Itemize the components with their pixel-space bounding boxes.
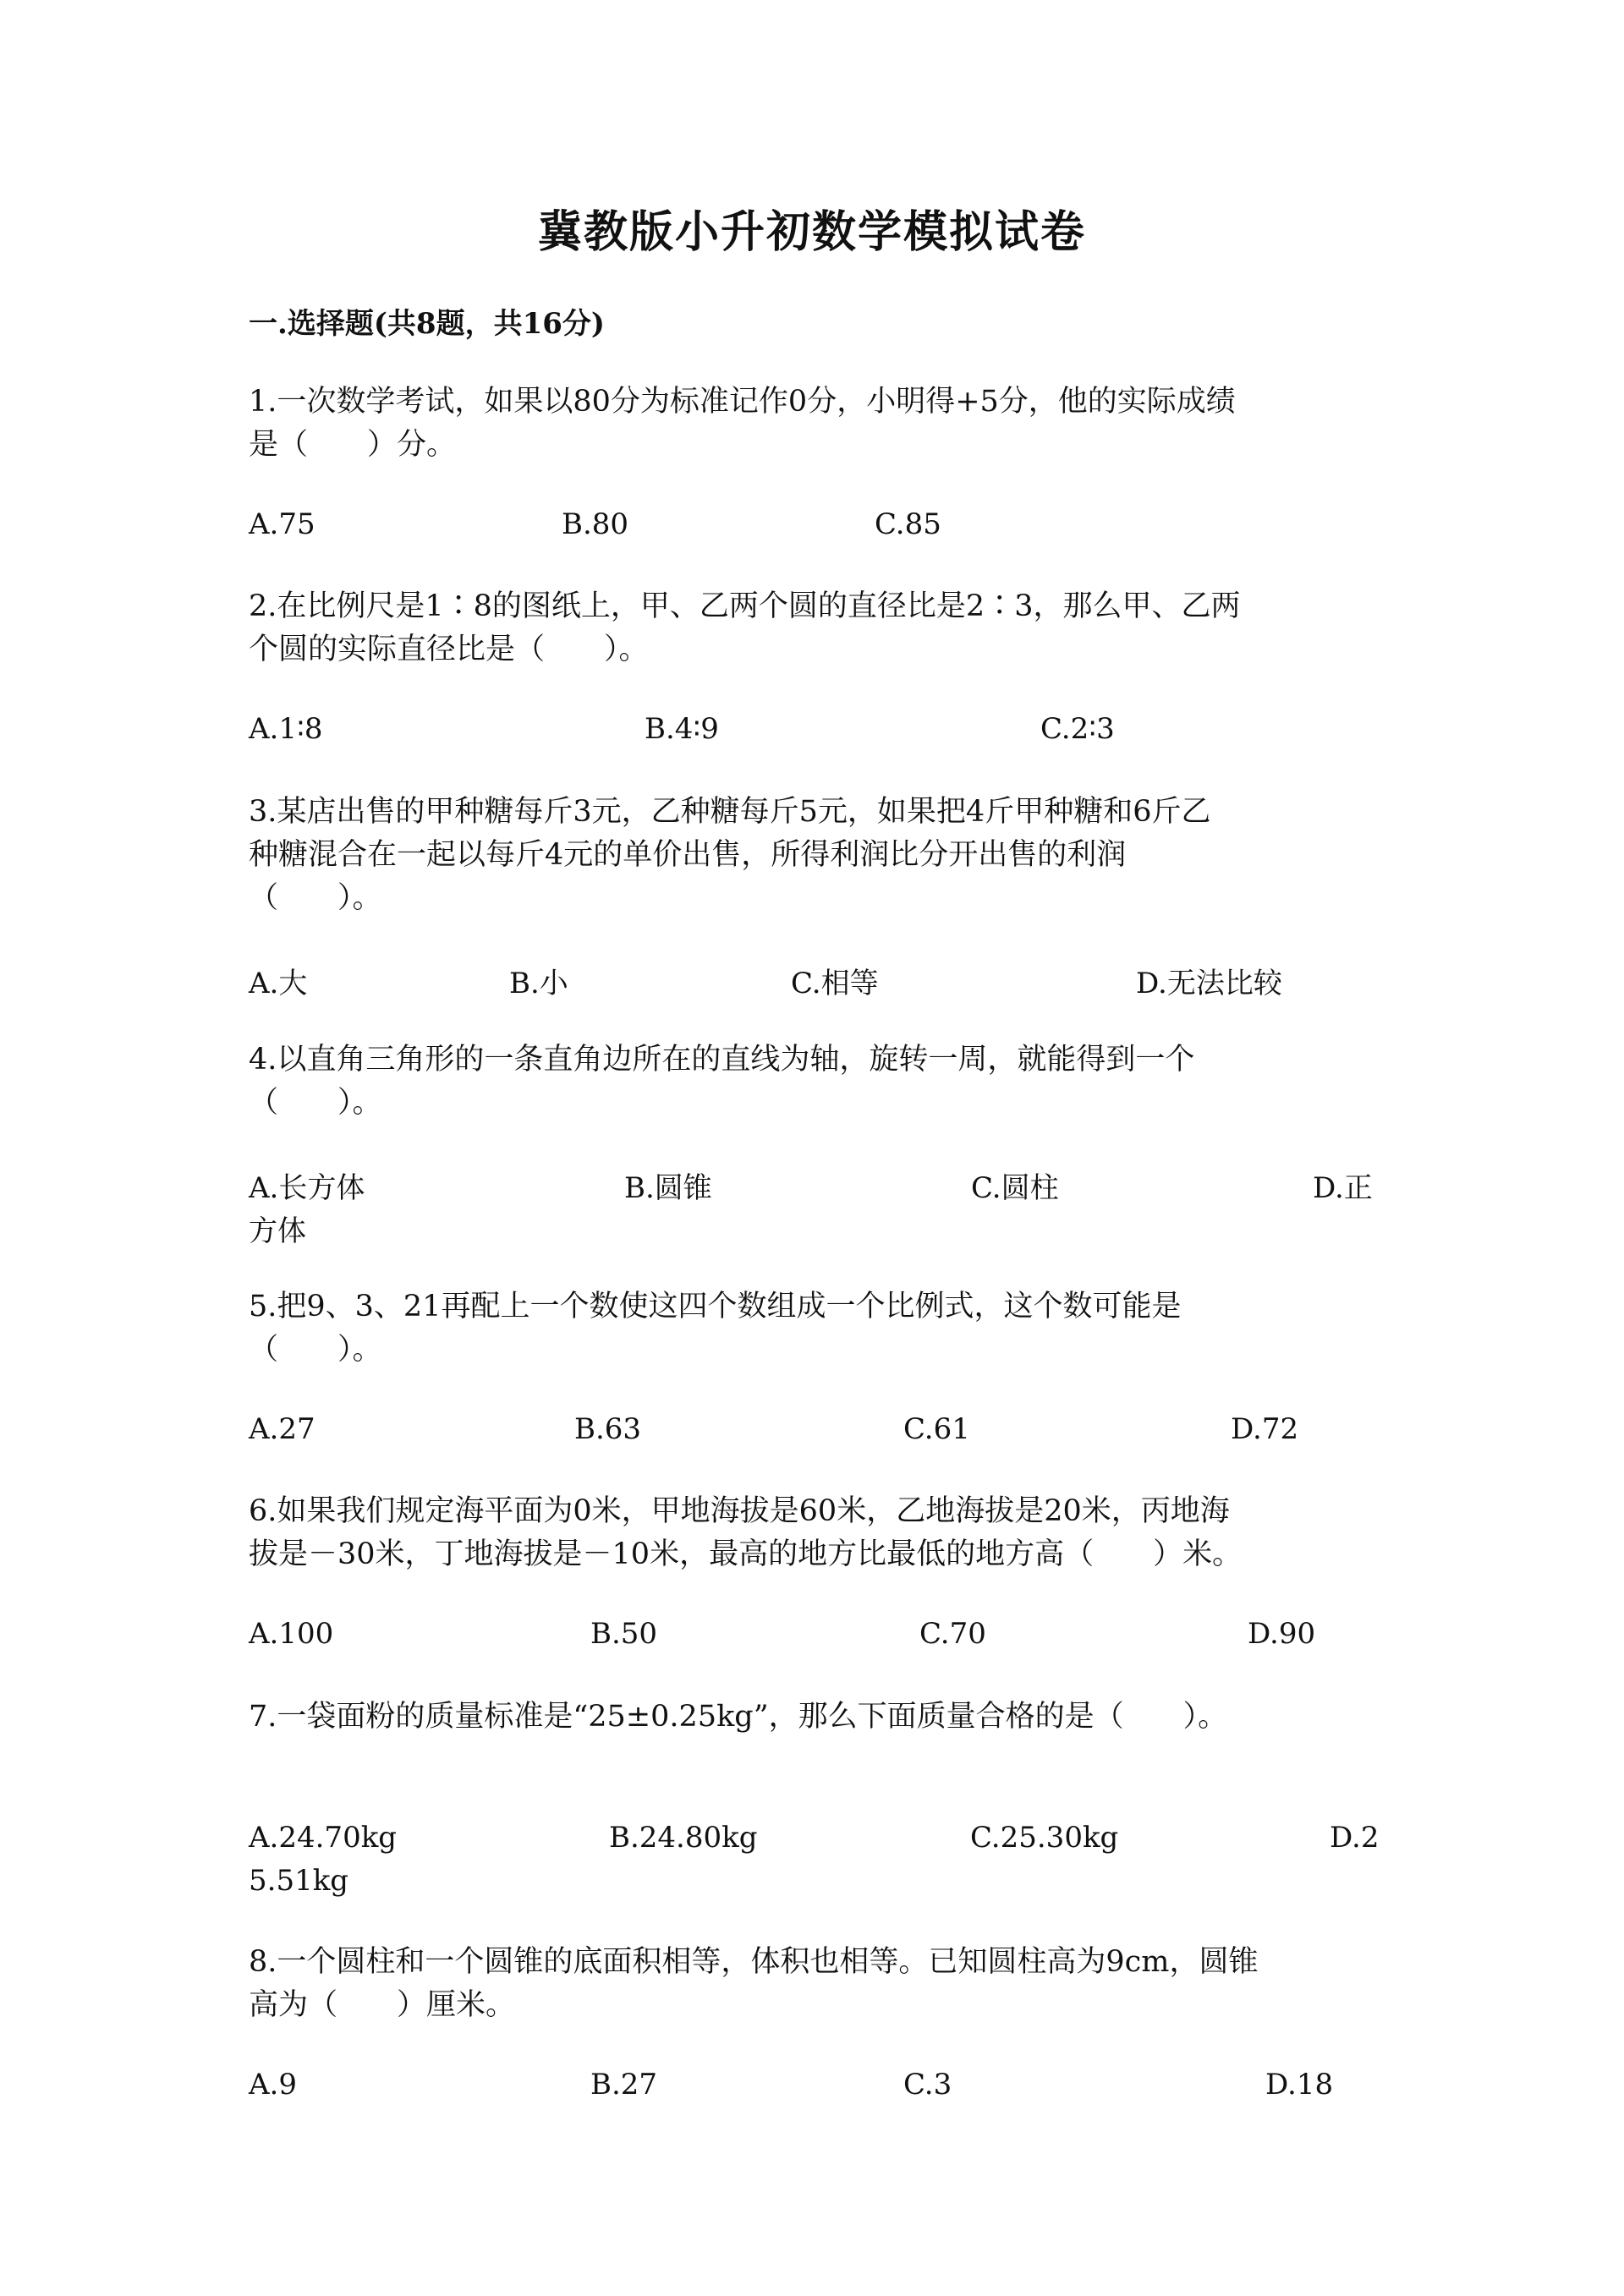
question-1 <box>249 381 1236 467</box>
option-c: C.相等 <box>791 967 879 1000</box>
option-d: D.无法比较 <box>1136 967 1282 1000</box>
question-4 <box>249 1038 1194 1125</box>
question-line: 高为（ ）厘米。 <box>249 1988 516 2022</box>
option-c: C.70 <box>919 1617 986 1651</box>
question-line: （ ）。 <box>249 1086 382 1120</box>
option-d: D.2 <box>1330 1821 1380 1855</box>
option-d-wrap: 5.51kg <box>249 1864 349 1898</box>
option-c: C.2∶3 <box>1040 712 1115 746</box>
option-a: A.100 <box>249 1617 334 1651</box>
option-c: C.61 <box>903 1412 970 1446</box>
option-a: A.24.70kg <box>249 1821 398 1855</box>
question-line: 6.如果我们规定海平面为0米，甲地海拔是60米，乙地海拔是20米，丙地海 <box>249 1494 1230 1528</box>
option-a: A.长方体 <box>249 1171 365 1205</box>
page-title: 冀教版小升初数学模拟试卷 <box>537 206 1086 258</box>
option-b: B.63 <box>574 1412 642 1446</box>
question-3 <box>249 791 1210 920</box>
question-8 <box>249 1941 1258 2027</box>
question-line: 5.把9、3、21再配上一个数使这四个数组成一个比例式，这个数可能是 <box>249 1290 1182 1323</box>
option-a: A.大 <box>249 967 308 1000</box>
question-line: 7.一袋面粉的质量标准是“25±0.25kg”，那么下面质量合格的是（ ）。 <box>249 1700 1228 1734</box>
option-c: C.25.30kg <box>970 1821 1119 1855</box>
option-b: B.80 <box>562 507 629 541</box>
question-line: （ ）。 <box>249 1333 382 1367</box>
option-b: B.27 <box>590 2068 658 2101</box>
question-line: 个圆的实际直径比是（ ）。 <box>249 633 649 666</box>
option-b: B.50 <box>590 1617 658 1651</box>
question-5 <box>249 1285 1181 1372</box>
question-7 <box>249 1696 1227 1739</box>
option-b: B.4∶9 <box>645 712 719 746</box>
section-heading: 一.选择题(共8题，共16分) <box>249 307 605 341</box>
option-c: C.3 <box>903 2068 952 2101</box>
option-d: D.72 <box>1231 1412 1299 1446</box>
option-b: B.圆锥 <box>624 1171 712 1205</box>
question-line: （ ）。 <box>249 881 382 915</box>
option-c: C.圆柱 <box>971 1171 1059 1205</box>
question-2 <box>249 585 1240 671</box>
question-line: 3.某店出售的甲种糖每斤3元，乙种糖每斤5元，如果把4斤甲种糖和6斤乙 <box>249 795 1211 829</box>
option-a: A.75 <box>249 507 315 541</box>
option-d: D.90 <box>1248 1617 1316 1651</box>
question-line: 是（ ）分。 <box>249 428 457 462</box>
option-a: A.27 <box>249 1412 315 1446</box>
question-line: 种糖混合在一起以每斤4元的单价出售，所得利润比分开出售的利润 <box>249 838 1127 872</box>
option-b: B.24.80kg <box>609 1821 758 1855</box>
option-d: D.正 <box>1313 1171 1373 1205</box>
option-a: A.1∶8 <box>249 712 323 746</box>
option-c: C.85 <box>875 507 941 541</box>
option-d-wrap: 方体 <box>249 1214 306 1248</box>
question-line: 1.一次数学考试，如果以80分为标准记作0分，小明得+5分，他的实际成绩 <box>249 385 1236 419</box>
question-line: 拔是－30米，丁地海拔是－10米，最高的地方比最低的地方高（ ）米。 <box>249 1537 1243 1571</box>
question-line: 8.一个圆柱和一个圆锥的底面积相等，体积也相等。已知圆柱高为9cm，圆锥 <box>249 1945 1259 1979</box>
option-d: D.18 <box>1265 2068 1334 2101</box>
question-line: 4.以直角三角形的一条直角边所在的直线为轴，旋转一周，就能得到一个 <box>249 1043 1195 1077</box>
question-6 <box>249 1490 1242 1576</box>
option-a: A.9 <box>249 2068 297 2101</box>
option-b: B.小 <box>509 967 568 1000</box>
question-line: 2.在比例尺是1∶8的图纸上，甲、乙两个圆的直径比是2∶3，那么甲、乙两 <box>249 589 1241 623</box>
